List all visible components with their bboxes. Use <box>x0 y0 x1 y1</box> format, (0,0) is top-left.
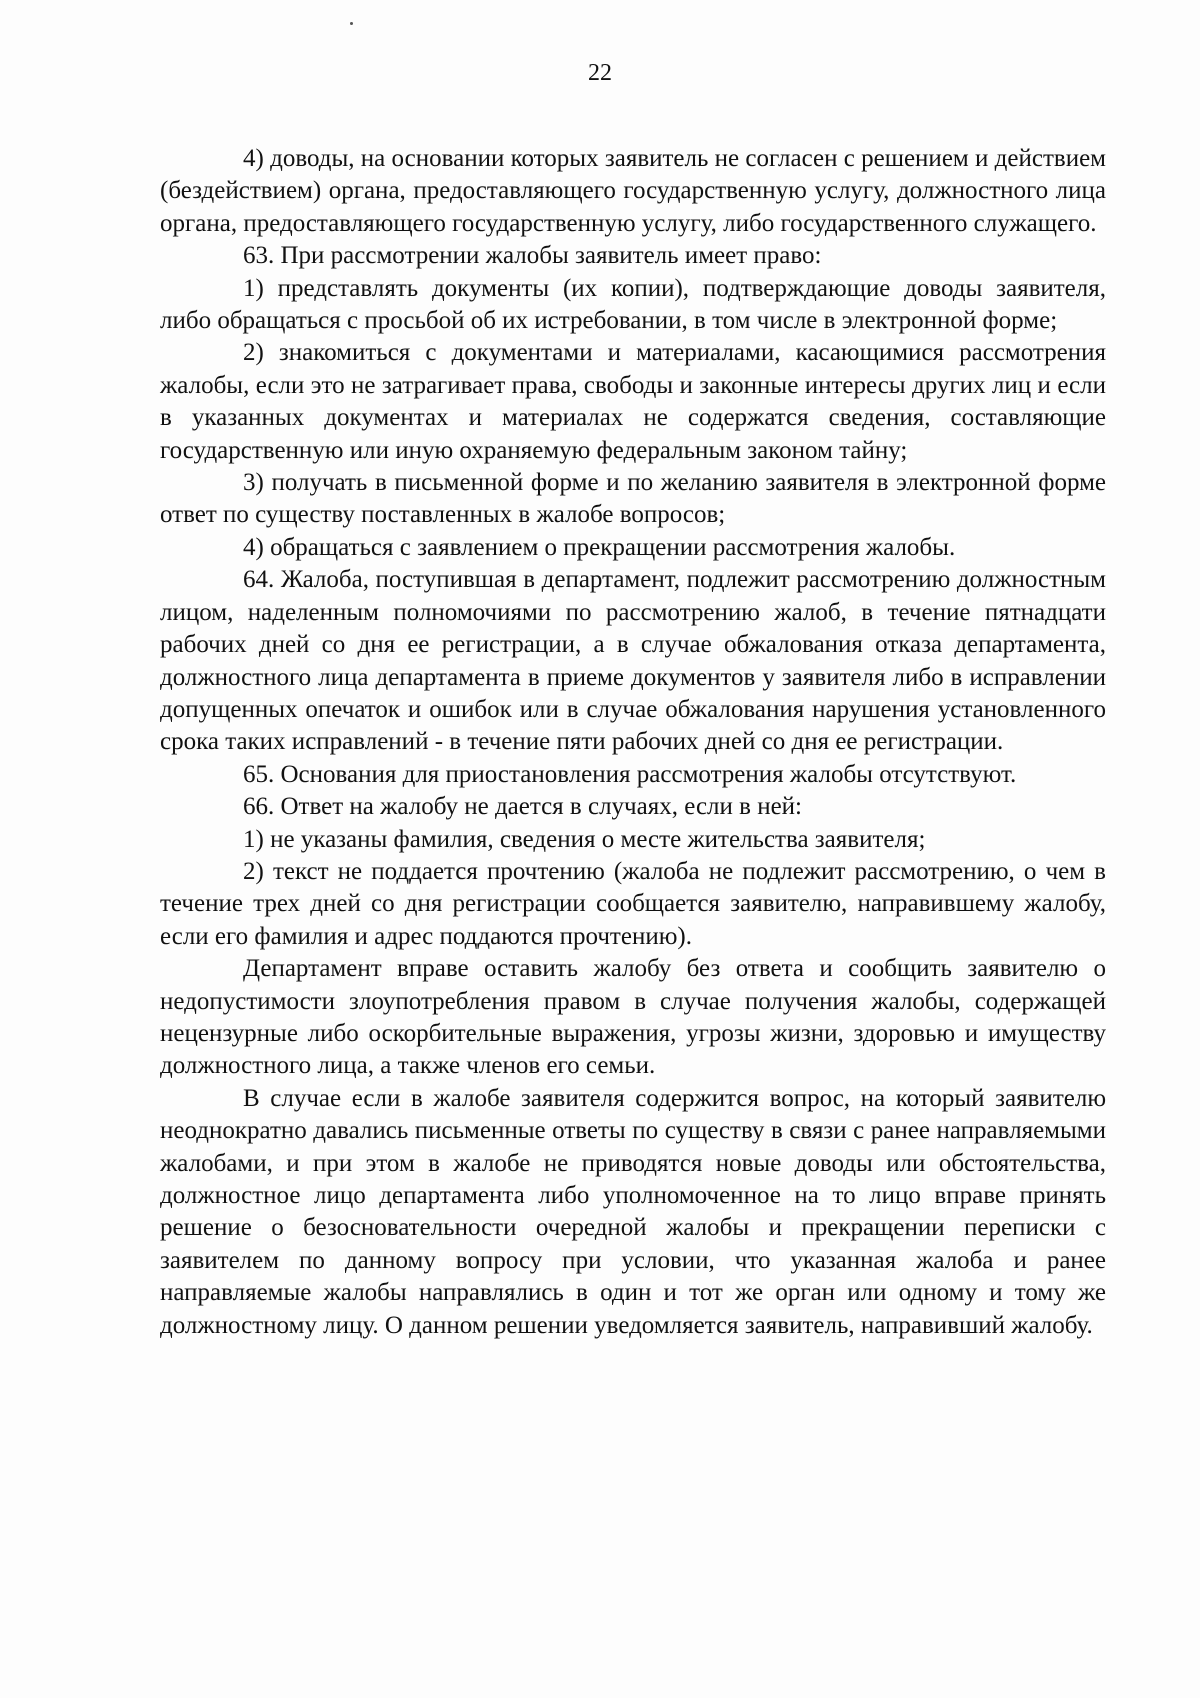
page-number: 22 <box>588 60 612 86</box>
paragraph-right-4: 4) обращаться с заявлением о прекращении рассмотрения жалобы. <box>243 533 956 561</box>
paragraph-right-2: 2) знакомиться с документами и материалами, касающимися рассмотрения жалобы, если это не затрагивает права, свободы и законные интересы других лиц и если в указанных документах и материалах не содержатся сведения, составляющие государственную или иную охраняемую федеральным законом тайну; <box>160 339 1106 464</box>
paragraph-63-rights-heading: 63. При рассмотрении жалобы заявитель имеет право: <box>243 242 822 270</box>
paragraph-item-4-arguments: 4) доводы, на основании которых заявитель не согласен с решением и действием (бездействием) органа, предоставляющего государственную услугу, должностного лица органа, предоставляющего государственную услугу, либо государственного служащего. <box>160 145 1106 237</box>
document-body <box>160 143 1106 1342</box>
paragraph-64: 64. Жалоба, поступившая в департамент, подлежит рассмотрению должностным лицом, наделенным полномочиями по рассмотрению жалоб, в течение пятнадцати рабочих дней со дня ее регистрации, а в случае обжалования отказа департамента, должностного лица департамента в приеме документов у заявителя либо в исправлении допущенных опечаток и ошибок или в случае обжалования нарушения установленного срока таких исправлений - в течение пяти рабочих дней со дня ее регистрации. <box>160 566 1106 756</box>
paragraph-repeated-complaints: В случае если в жалобе заявителя содержится вопрос, на который заявителю неоднократно давались письменные ответы по существу в связи с ранее направляемыми жалобами, и при этом в жалобе не приводятся новые доводы или обстоятельства, должностное лицо департамента либо уполномоченное на то лицо вправе принять решение о безосновательности очередной жалобы и прекращении переписки с заявителем по данному вопросу при условии, что указанная жалоба и ранее направляемые жалобы направлялись в один и тот же орган или одному и тому же должностному лицу. О данном решении уведомляется заявитель, направивший жалобу. <box>160 1084 1106 1339</box>
paragraph-65: 65. Основания для приостановления рассмотрения жалобы отсутствуют. <box>243 760 1017 788</box>
paragraph-right-1: 1) представлять документы (их копии), подтверждающие доводы заявителя, либо обращаться с просьбой об их истребовании, в том числе в электронной форме; <box>160 274 1106 335</box>
paragraph-66-heading: 66. Ответ на жалобу не дается в случаях, если в ней: <box>243 793 802 821</box>
paragraph-department-right: Департамент вправе оставить жалобу без ответа и сообщить заявителю о недопустимости злоупотребления правом в случае получения жалобы, содержащей нецензурные либо оскорбительные выражения, угрозы жизни, здоровью и имуществу должностного лица, а также членов его семьи. <box>160 955 1106 1080</box>
paragraph-right-3: 3) получать в письменной форме и по желанию заявителя в электронной форме ответ по существу поставленных в жалобе вопросов; <box>160 469 1106 529</box>
paragraph-66-case-2: 2) текст не поддается прочтению (жалоба не подлежит рассмотрению, о чем в течение трех дней со дня регистрации сообщается заявителю, направившему жалобу, если его фамилия и адрес поддаются прочтению). <box>160 857 1106 950</box>
scan-speck <box>350 22 353 25</box>
paragraph-66-case-1: 1) не указаны фамилия, сведения о месте жительства заявителя; <box>243 825 926 853</box>
